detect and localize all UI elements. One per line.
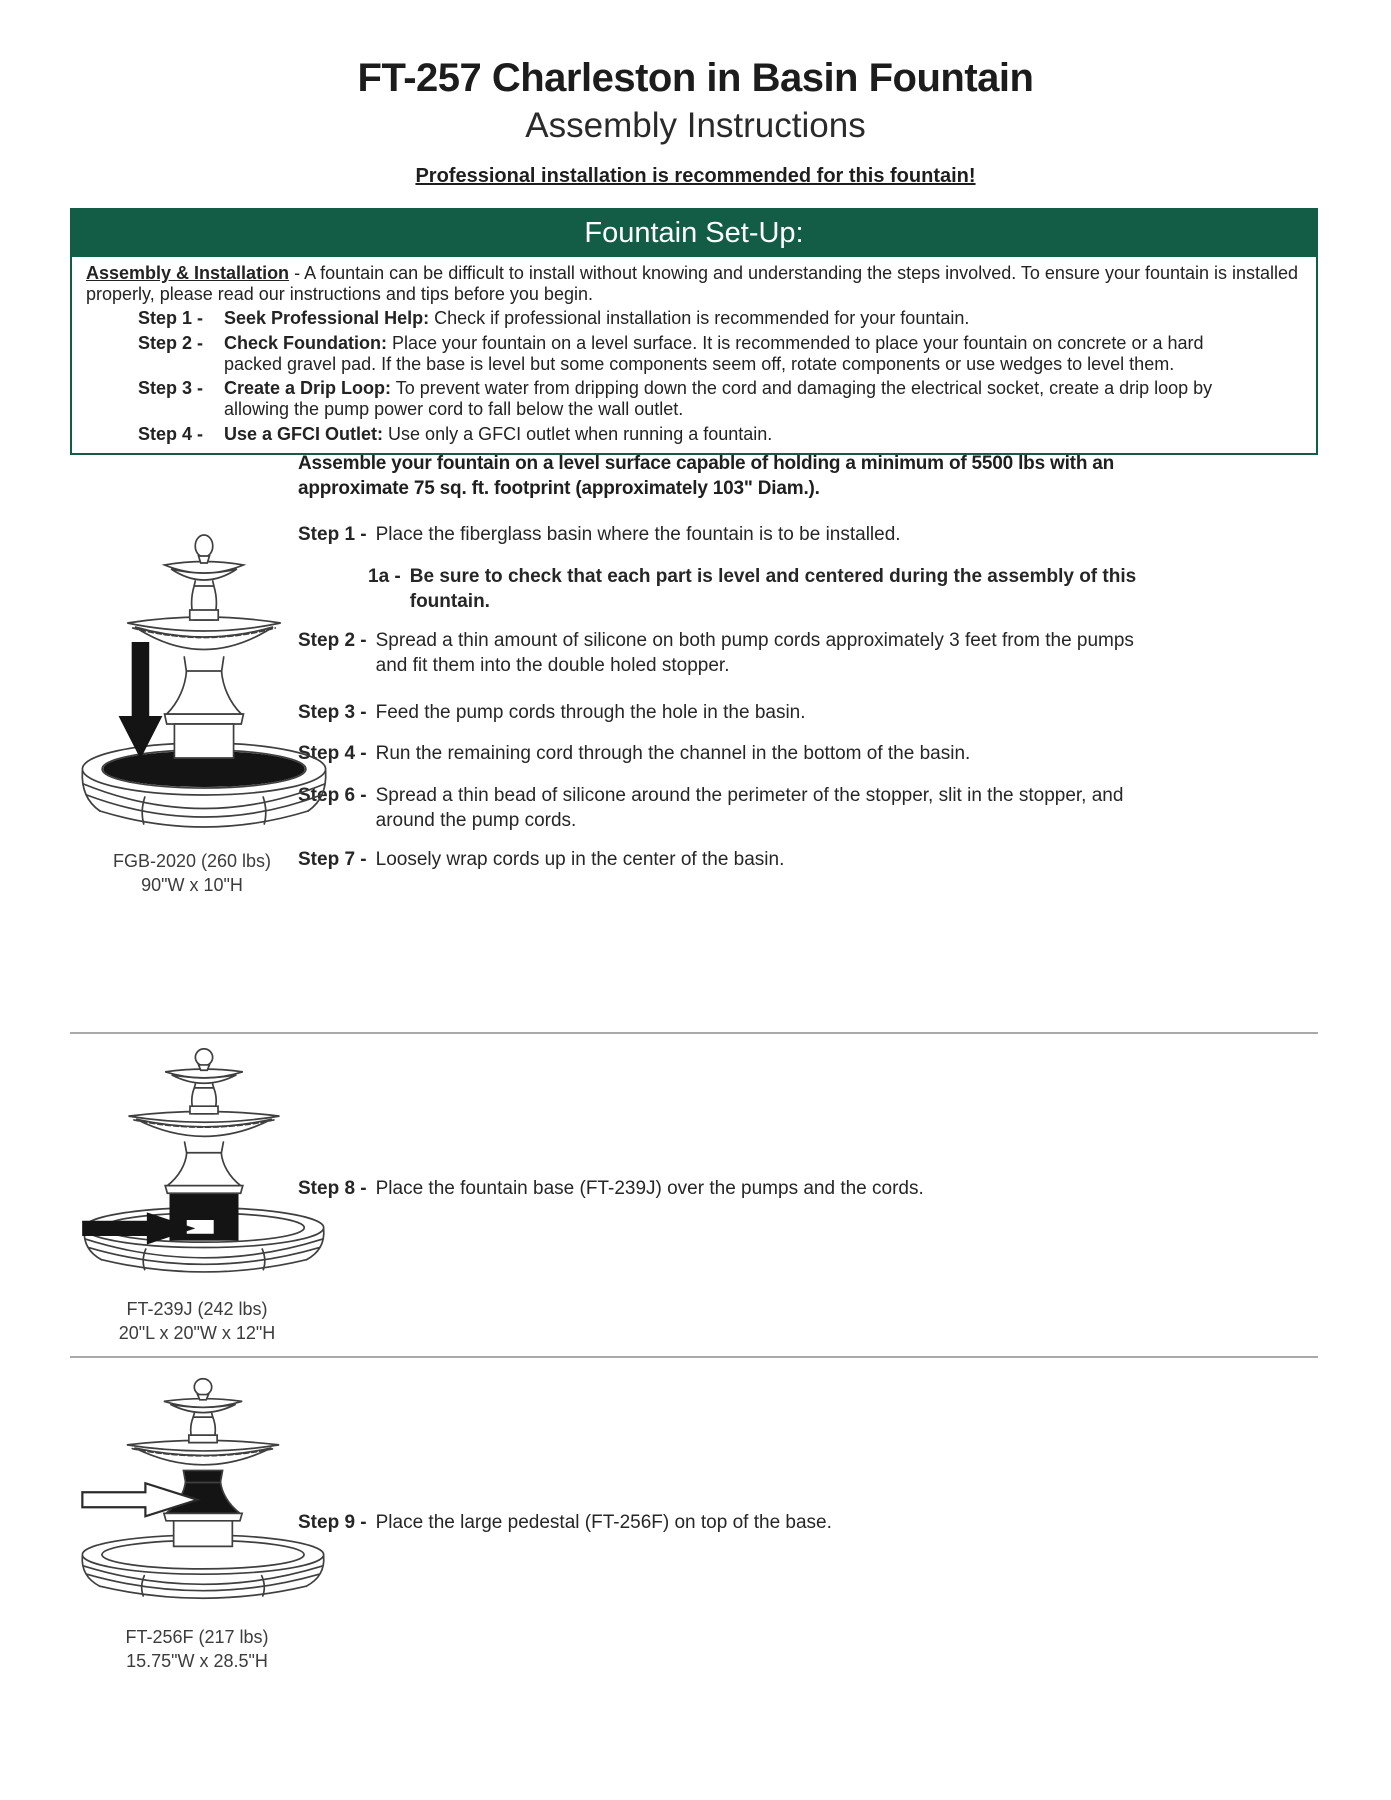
fountain-figure-pedestal xyxy=(78,1372,328,1614)
step-text: Loosely wrap cords up in the center of the basin. xyxy=(375,849,785,870)
setup-step-label: Step 1 - xyxy=(138,308,204,329)
step-label: Step 4 - xyxy=(298,743,367,764)
setup-step-label: Step 2 - xyxy=(138,332,204,353)
setup-intro-text: - A fountain can be difficult to install without knowing and understanding the steps involved. To ensure your fountain is installed properly, please read our instructions and tips before you begin. xyxy=(86,263,1299,305)
setup-step-name: Check Foundation: xyxy=(224,332,387,353)
setup-step xyxy=(138,333,1302,375)
step-label: 1a - xyxy=(368,566,401,587)
setup-step-text: Seek Professional Help: Check if professional installation is recommended for your fountain. xyxy=(224,308,970,329)
fountain-figure-base xyxy=(80,1042,328,1288)
step-text: Be sure to check that each part is level and centered during the assembly of this fountain. xyxy=(409,566,1137,613)
setup-step-text: Use a GFCI Outlet: Use only a GFCI outlet when running a fountain. xyxy=(224,423,773,444)
setup-box-header: Fountain Set-Up: xyxy=(72,210,1316,257)
step-text: Feed the pump cords through the hole in the basin. xyxy=(375,702,806,723)
step-8 xyxy=(298,1176,924,1201)
step-4 xyxy=(298,741,970,766)
page-subtitle: Assembly Instructions xyxy=(525,106,866,145)
setup-step-label: Step 4 - xyxy=(138,423,204,444)
step-text: Run the remaining cord through the channel in the bottom of the basin. xyxy=(375,743,971,764)
caption-size: 20"L x 20"W x 12"H xyxy=(118,1322,276,1343)
setup-step-name: Use a GFCI Outlet: xyxy=(224,423,384,444)
fountain-setup-box xyxy=(70,208,1318,455)
step-label: Step 7 - xyxy=(298,849,367,870)
caption-size: 15.75"W x 28.5"H xyxy=(126,1650,268,1671)
setup-box-body xyxy=(72,257,1316,453)
step-text: Spread a thin amount of silicone on both pump cords approximately 3 feet from the pumps and fit them into the double holed stopper. xyxy=(375,630,1134,677)
section-divider xyxy=(70,1356,1318,1358)
caption-size: 90"W x 10"H xyxy=(141,874,243,895)
step-7 xyxy=(298,847,784,872)
step-2 xyxy=(298,628,1156,678)
setup-step xyxy=(138,378,1302,420)
install-notice: Professional installation is recommended for this fountain! xyxy=(415,165,976,187)
setup-intro xyxy=(86,263,1302,305)
down-arrow-icon xyxy=(119,642,163,759)
setup-step-name: Seek Professional Help: xyxy=(224,308,430,329)
setup-intro-label: Assembly & Installation xyxy=(86,263,290,283)
step-label: Step 3 - xyxy=(298,702,367,723)
step-text: Place the large pedestal (FT-256F) on top of the base. xyxy=(375,1512,832,1533)
caption-model: FT-239J (242 lbs) xyxy=(126,1299,268,1319)
step-text: Place the fountain base (FT-239J) over the pumps and the cords. xyxy=(375,1178,924,1199)
step-9 xyxy=(298,1510,832,1535)
figure-caption xyxy=(66,1298,328,1346)
step-1a xyxy=(368,564,1170,614)
setup-step xyxy=(138,308,1302,329)
pedestal-black-neck xyxy=(183,1470,222,1482)
caption-model: FGB-2020 (260 lbs) xyxy=(112,851,272,871)
page-title: FT-257 Charleston in Basin Fountain xyxy=(357,56,1034,100)
step-label: Step 9 - xyxy=(298,1512,367,1533)
step-1 xyxy=(298,522,901,547)
figure-caption xyxy=(66,1626,328,1674)
setup-step-name: Create a Drip Loop: xyxy=(224,378,392,399)
caption-model: FT-256F (217 lbs) xyxy=(125,1627,269,1647)
step-text: Place the fiberglass basin where the fountain is to be installed. xyxy=(375,524,901,545)
setup-step-label: Step 3 - xyxy=(138,378,204,399)
step-text: Spread a thin bead of silicone around the perimeter of the stopper, slit in the stopper, and around the pump cords. xyxy=(375,785,1124,832)
step-label: Step 1 - xyxy=(298,524,367,545)
step-label: Step 6 - xyxy=(298,785,367,806)
figure-caption xyxy=(66,850,318,898)
section-divider xyxy=(70,1032,1318,1034)
fountain-figure-basin xyxy=(78,526,330,848)
step-label: Step 8 - xyxy=(298,1178,367,1199)
step-6 xyxy=(298,783,1156,833)
setup-step xyxy=(138,424,1302,445)
assembly-surface-note: Assemble your fountain on a level surface capable of holding a minimum of 5500 lbs with an approximate 75 sq. ft. footprint (approximately 103" Diam.). xyxy=(298,453,1115,499)
step-3 xyxy=(298,700,806,725)
step-label: Step 2 - xyxy=(298,630,367,651)
setup-step-text: Check Foundation: Place your fountain on a level surface. It is recommended to place your fountain on concrete or a hard packed gravel pad. If the base is level but some components seem off, rotate components or use wedges to level them. xyxy=(224,332,1204,374)
setup-step-text: Create a Drip Loop: To prevent water from dripping down the cord and damaging the electrical socket, create a drip loop by allowing the pump power cord to fall below the wall outlet. xyxy=(224,378,1213,420)
